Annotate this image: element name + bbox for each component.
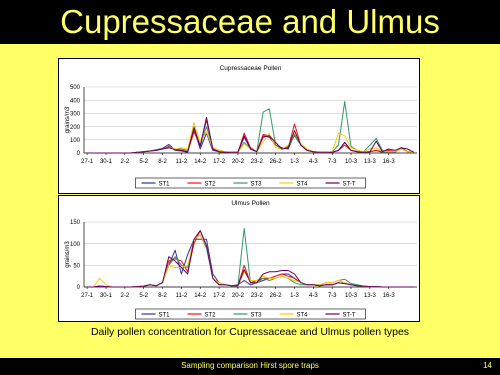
x-tick-label: 4-3 [308, 293, 318, 299]
y-tick-label: 200 [69, 124, 80, 131]
page-number: 14 [483, 361, 492, 370]
y-tick-label: 150 [69, 220, 80, 227]
title-bar [0, 0, 500, 44]
ulmus-chart [58, 195, 420, 322]
x-tick-label: 23-2 [250, 159, 263, 165]
legend-label-st-t: ST-T [342, 312, 356, 319]
x-tick-label: 13-3 [363, 293, 376, 299]
x-tick-label: 2-2 [120, 159, 130, 165]
legend-label-st2: ST2 [204, 181, 216, 188]
x-tick-label: 8-2 [158, 159, 167, 165]
y-tick-label: 300 [69, 111, 80, 118]
x-tick-label: 10-3 [345, 293, 358, 299]
x-tick-label: 17-2 [213, 159, 226, 165]
y-tick-label: 0 [76, 285, 80, 292]
y-axis-label: grains/m3 [65, 106, 71, 134]
x-tick-label: 11-2 [175, 293, 188, 299]
x-tick-label: 5-2 [139, 293, 149, 299]
y-tick-label: 50 [73, 263, 80, 270]
x-tick-label: 30-1 [99, 293, 112, 299]
x-tick-label: 10-3 [345, 159, 358, 165]
legend-label-st1: ST1 [158, 312, 170, 319]
footer-text: Sampling comparison Hirst spore traps [181, 361, 319, 370]
x-tick-label: 7-3 [327, 159, 337, 165]
y-tick-label: 100 [69, 138, 80, 144]
y-axis-label: grains/m3 [65, 241, 71, 268]
x-tick-label: 14-2 [194, 293, 207, 299]
x-tick-label: 20-2 [231, 159, 244, 165]
x-tick-label: 4-3 [308, 159, 318, 165]
x-tick-label: 26-2 [269, 159, 282, 165]
x-tick-label: 2-2 [120, 293, 130, 299]
x-tick-label: 8-2 [158, 293, 167, 299]
legend-label-st4: ST4 [296, 312, 308, 319]
chart-title: Cupressaceae Pollen [219, 65, 282, 72]
chart-title: Ulmus Pollen [231, 200, 270, 207]
series-line-st3 [87, 102, 414, 154]
x-tick-label: 5-2 [139, 159, 149, 165]
legend-label-st-t: ST-T [342, 181, 356, 188]
x-tick-label: 14-2 [194, 159, 207, 165]
y-tick-label: 400 [69, 98, 80, 105]
legend-label-st1: ST1 [158, 181, 170, 188]
x-tick-label: 27-1 [81, 159, 94, 165]
cupressaceae-chart [58, 58, 420, 194]
x-tick-label: 27-1 [81, 293, 94, 299]
x-tick-label: 7-3 [327, 293, 337, 299]
legend-label-st3: ST3 [250, 312, 262, 319]
slide-title: Cupressaceae and Ulmus [60, 3, 440, 40]
legend-label-st4: ST4 [296, 181, 308, 188]
legend-label-st3: ST3 [250, 181, 262, 188]
x-tick-label: 1-3 [290, 293, 299, 299]
x-tick-label: 13-3 [363, 159, 376, 165]
x-tick-label: 30-1 [99, 159, 112, 165]
x-tick-label: 26-2 [269, 293, 282, 299]
x-tick-label: 17-2 [213, 293, 226, 299]
y-tick-label: 0 [76, 151, 80, 158]
y-tick-label: 500 [69, 85, 80, 92]
x-tick-label: 16-3 [382, 293, 395, 299]
cupressaceae-chart-svg [59, 59, 419, 193]
ulmus-chart-svg [59, 196, 419, 321]
series-line-st3 [87, 229, 414, 288]
y-tick-label: 100 [69, 241, 80, 248]
legend-label-st2: ST2 [204, 312, 216, 319]
x-tick-label: 11-2 [175, 159, 188, 165]
x-tick-label: 16-3 [382, 159, 395, 165]
x-tick-label: 1-3 [290, 159, 299, 165]
x-tick-label: 20-2 [231, 293, 244, 299]
slide-caption: Daily pollen concentration for Cupressaceae and Ulmus pollen types [90, 326, 410, 338]
x-tick-label: 23-2 [250, 293, 263, 299]
footer-bar [0, 358, 500, 375]
